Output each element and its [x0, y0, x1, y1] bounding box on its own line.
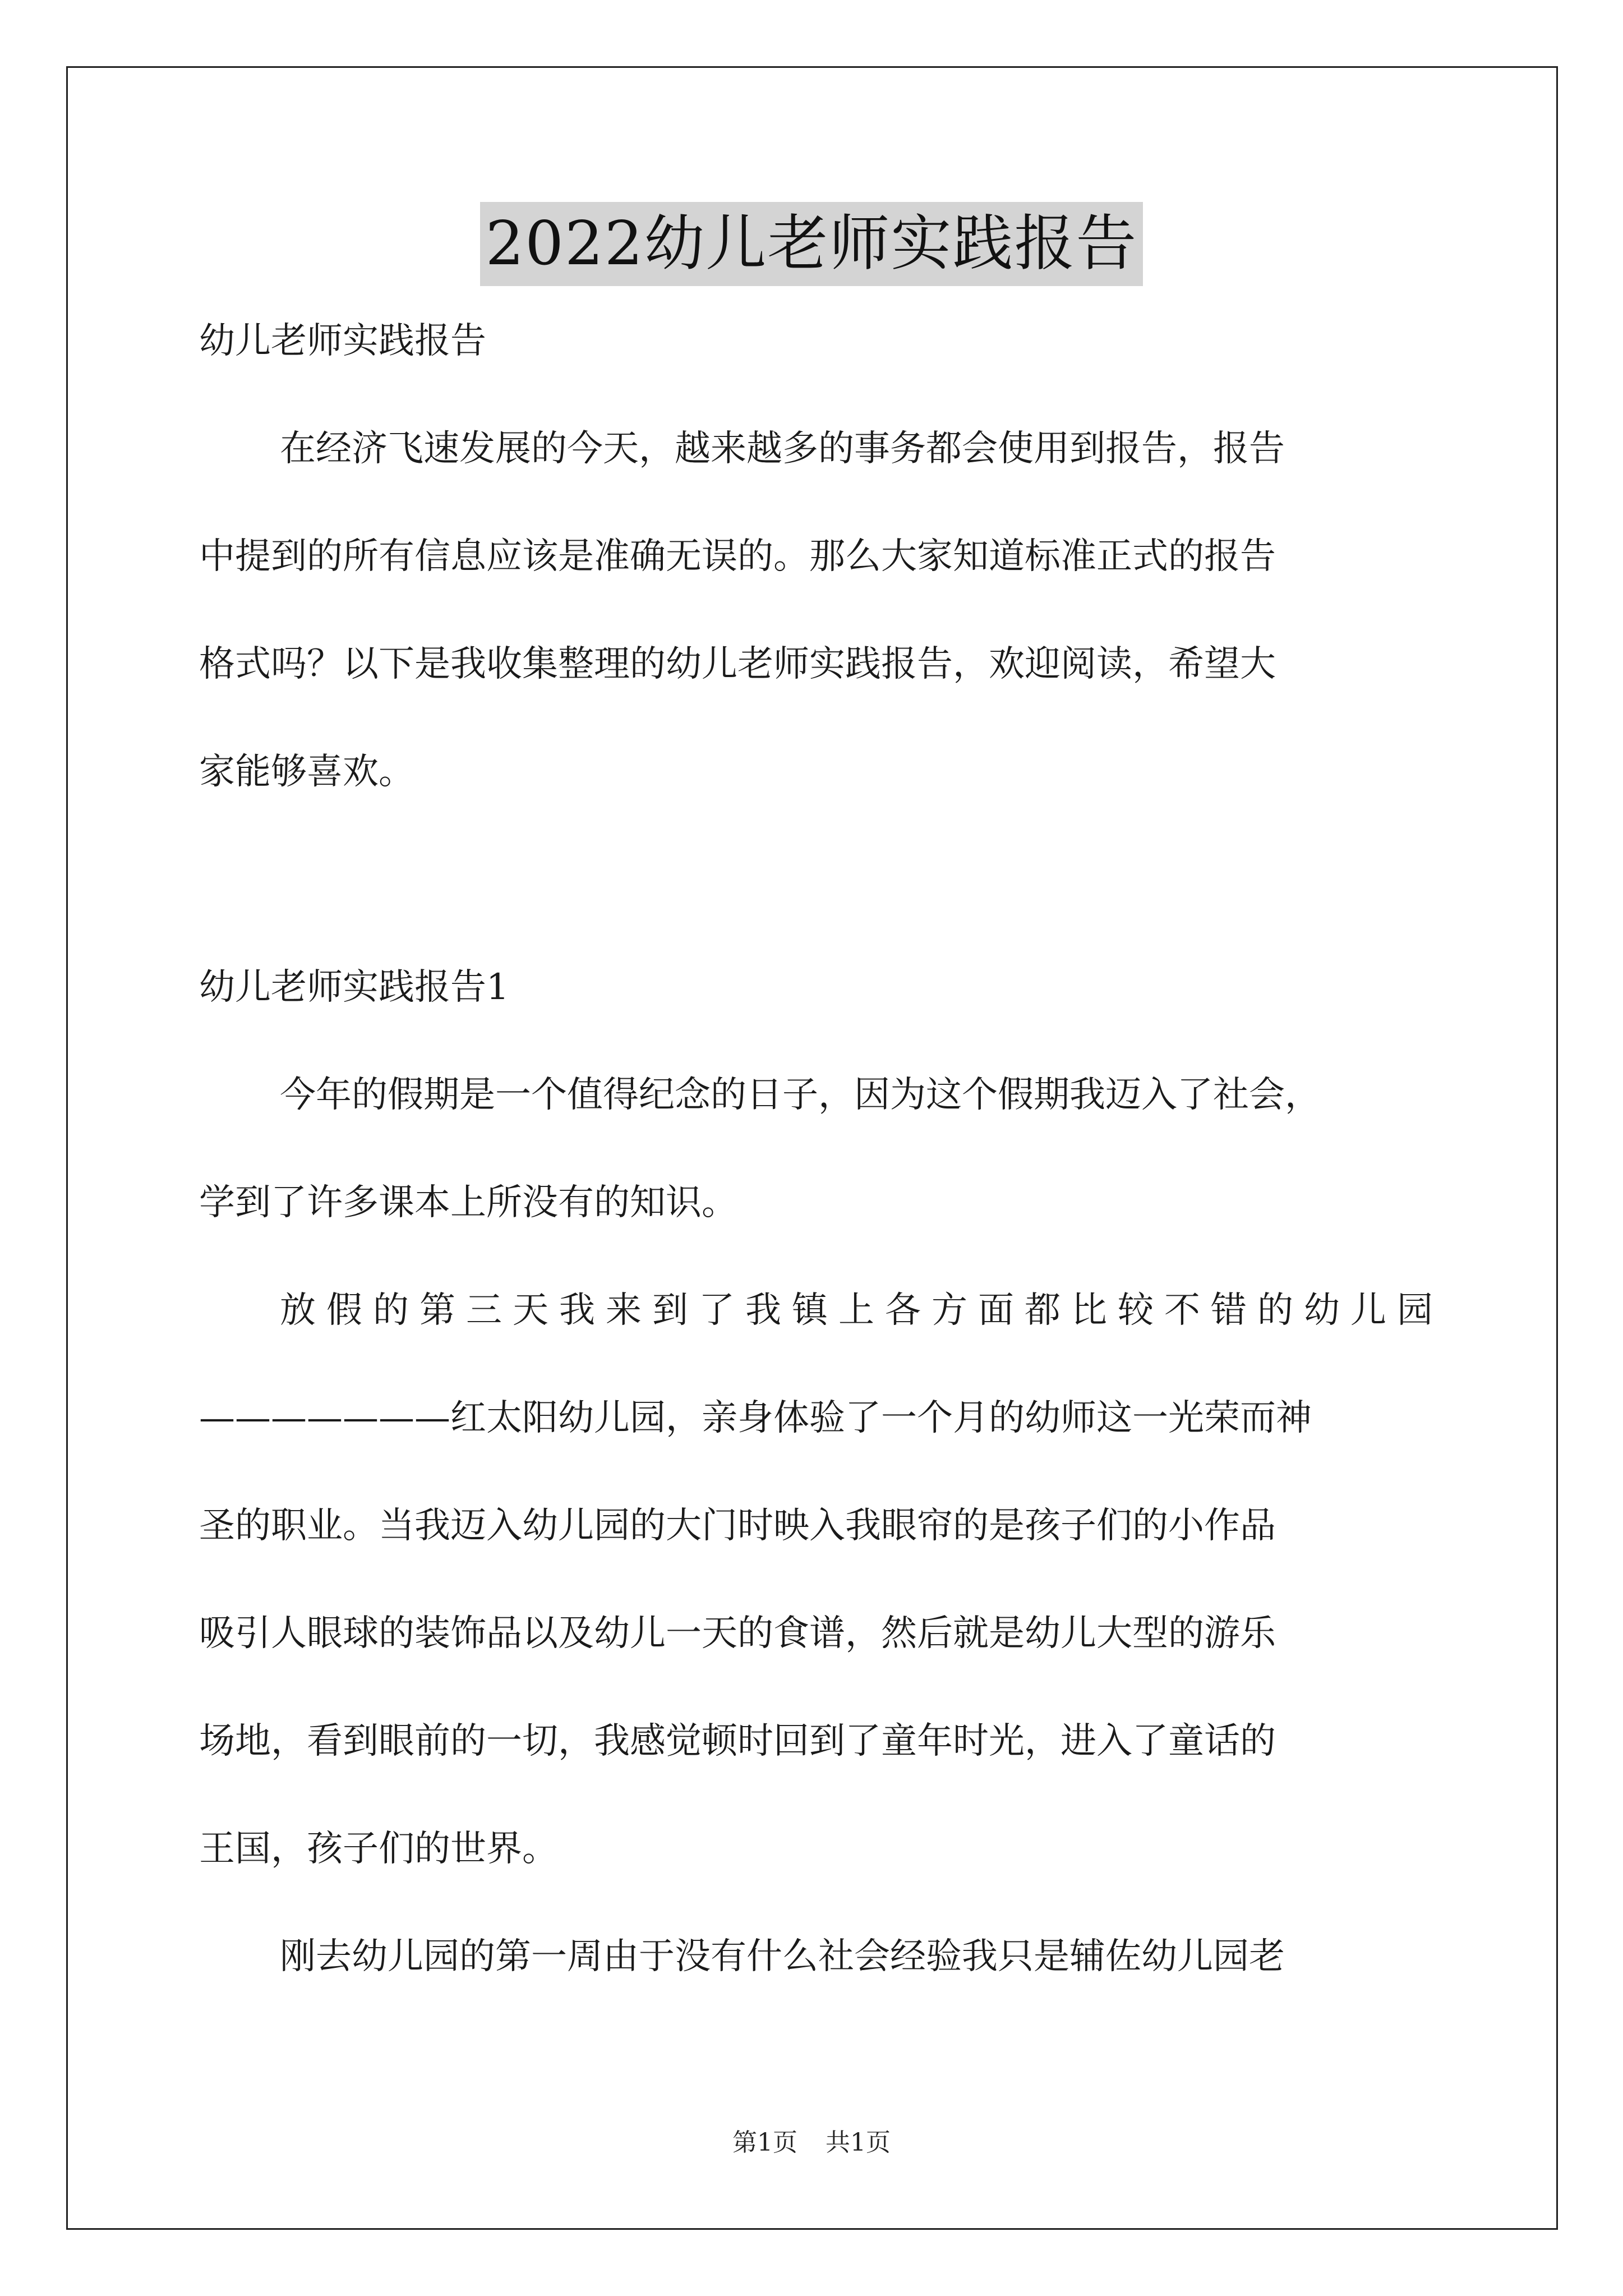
paragraph-line: 圣的职业。当我迈入幼儿园的大门时映入我眼帘的是孩子们的小作品 [199, 1505, 1276, 1547]
document-body [199, 314, 1433, 2037]
intro-line: 格式吗？以下是我收集整理的幼儿老师实践报告，欢迎阅读，希望大 [199, 643, 1276, 685]
section-heading: 幼儿老师实践报告1 [199, 967, 509, 1008]
subtitle: 幼儿老师实践报告 [199, 320, 486, 362]
intro-line: 家能够喜欢。 [199, 751, 414, 793]
intro-line: 在经济飞速发展的今天，越来越多的事务都会使用到报告，报告 [280, 428, 1285, 470]
page-total: 共1页 [826, 2128, 891, 2157]
paragraph-line: 学到了许多课本上所没有的知识。 [199, 1182, 737, 1223]
paragraph-line: ———————红太阳幼儿园，亲身体验了一个月的幼师这一光荣而神 [199, 1397, 1312, 1439]
page-footer [0, 2126, 1623, 2160]
paragraph-line: 今年的假期是一个值得纪念的日子，因为这个假期我迈入了社会， [280, 1074, 1321, 1116]
title-container [0, 202, 1623, 286]
paragraph-line: 吸引人眼球的装饰品以及幼儿一天的食谱，然后就是幼儿大型的游乐 [199, 1613, 1276, 1654]
page-number: 第1页 [732, 2128, 797, 2157]
document-title: 2022幼儿老师实践报告 [480, 202, 1144, 286]
paragraph-line: 放假的第三天我来到了我镇上各方面都比较不错的幼儿园 [280, 1290, 1433, 1331]
paragraph-gap [199, 853, 1433, 960]
intro-line: 中提到的所有信息应该是准确无误的。那么大家知道标准正式的报告 [199, 536, 1276, 577]
paragraph-line: 刚去幼儿园的第一周由于没有什么社会经验我只是辅佐幼儿园老 [280, 1936, 1285, 1977]
paragraph-line: 场地，看到眼前的一切，我感觉顿时回到了童年时光，进入了童话的 [199, 1720, 1276, 1762]
paragraph-line: 王国，孩子们的世界。 [199, 1828, 558, 1870]
